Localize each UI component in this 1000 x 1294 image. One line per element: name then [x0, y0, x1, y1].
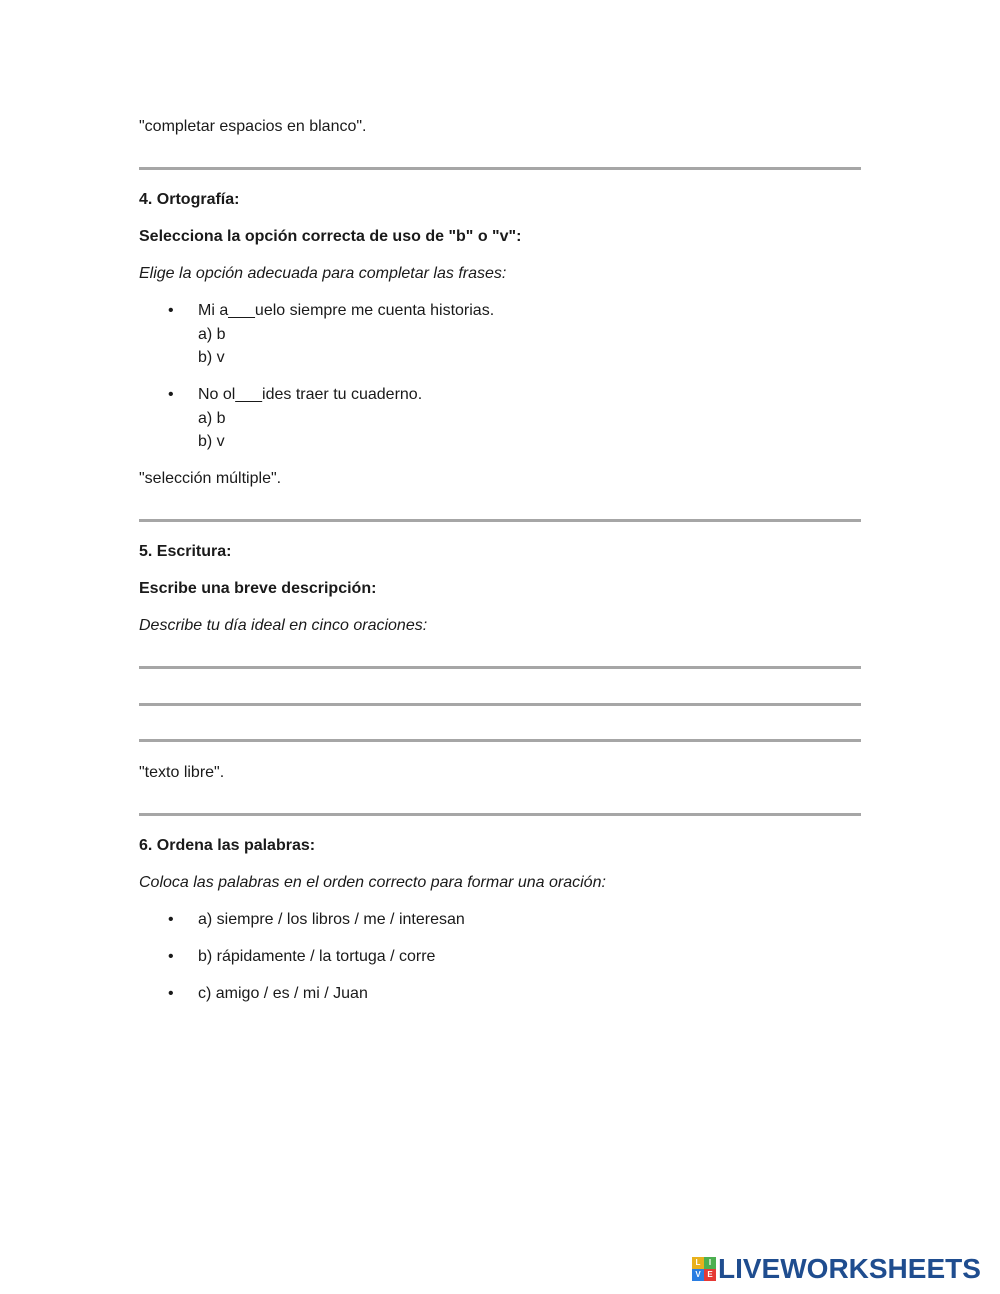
- logo-icon: [692, 1257, 716, 1281]
- section4-instruction: Selecciona la opción correcta de uso de "b" o "v":: [139, 228, 522, 245]
- question-2-text: No ol___ides traer tu cuaderno.: [198, 386, 423, 403]
- logo-icon-cell: V: [692, 1269, 704, 1281]
- question-1-option-a: a) b: [198, 326, 226, 343]
- section-divider: [139, 167, 861, 170]
- section5-type-note: "texto libre".: [139, 764, 225, 781]
- liveworksheets-logo: [692, 1255, 981, 1283]
- bullet-icon: •: [168, 386, 174, 403]
- section4-type-note: "selección múltiple".: [139, 470, 282, 487]
- section5-heading: 5. Escritura:: [139, 543, 232, 560]
- section6-subinstruction: Coloca las palabras en el orden correcto para formar una oración:: [139, 874, 606, 891]
- section-divider: [139, 813, 861, 816]
- writing-line-1[interactable]: [139, 666, 861, 669]
- logo-icon-cell: L: [692, 1257, 704, 1269]
- logo-icon-cell: I: [704, 1257, 716, 1269]
- order-item-b: b) rápidamente / la tortuga / corre: [198, 948, 436, 965]
- bullet-icon: •: [168, 302, 174, 319]
- section4-subinstruction: Elige la opción adecuada para completar las frases:: [139, 265, 507, 282]
- section5-instruction: Escribe una breve descripción:: [139, 580, 377, 597]
- question-2-option-a: a) b: [198, 410, 226, 427]
- order-item-a: a) siempre / los libros / me / interesan: [198, 911, 465, 928]
- writing-line-2[interactable]: [139, 703, 861, 706]
- question-1-text: Mi a___uelo siempre me cuenta historias.: [198, 302, 495, 319]
- writing-line-3[interactable]: [139, 739, 861, 742]
- question-1-option-b: b) v: [198, 349, 225, 366]
- logo-text: LIVEWORKSHEETS: [718, 1253, 981, 1284]
- bullet-icon: •: [168, 948, 174, 965]
- bullet-icon: •: [168, 985, 174, 1002]
- section6-heading: 6. Ordena las palabras:: [139, 837, 316, 854]
- intro-type-note: "completar espacios en blanco".: [139, 118, 367, 135]
- logo-icon-cell: E: [704, 1269, 716, 1281]
- section-divider: [139, 519, 861, 522]
- order-item-c: c) amigo / es / mi / Juan: [198, 985, 368, 1002]
- section4-heading: 4. Ortografía:: [139, 191, 240, 208]
- section5-subinstruction: Describe tu día ideal en cinco oraciones:: [139, 617, 428, 634]
- bullet-icon: •: [168, 911, 174, 928]
- question-2-option-b: b) v: [198, 433, 225, 450]
